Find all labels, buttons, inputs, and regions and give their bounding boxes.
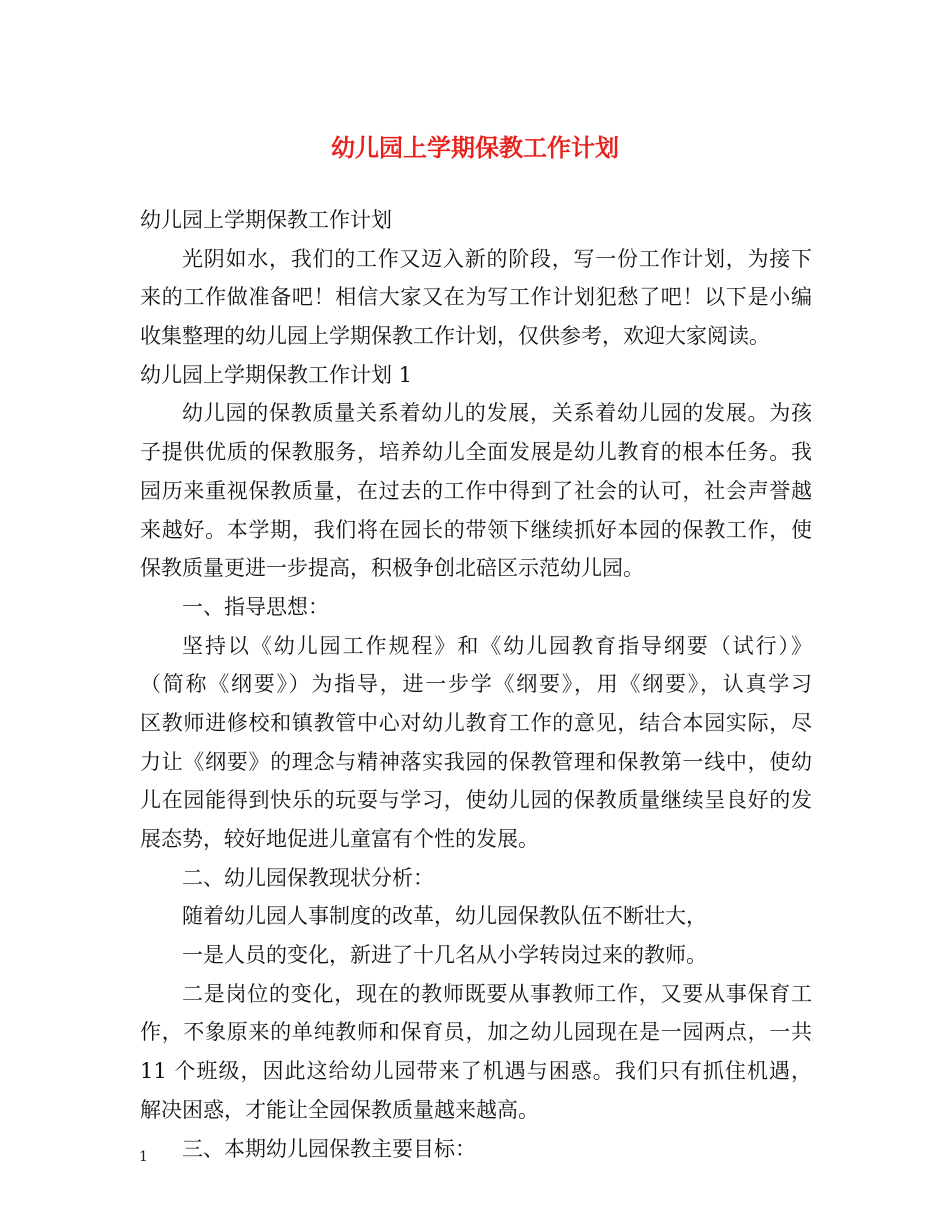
text-line: 来越好。本学期，我们将在园长的带领下继续抓好本园的保教工作，使 (140, 517, 812, 542)
text-line: 保教质量更进一步提高，积极争创北碚区示范幼儿园。 (140, 556, 644, 581)
document-body (140, 201, 812, 1168)
text-line: 随着幼儿园人事制度的改革，幼儿园保教队伍不断壮大， (182, 904, 707, 929)
page-number: 1 (139, 1149, 148, 1165)
text-line: 儿在园能得到快乐的玩耍与学习，使幼儿园的保教质量继续呈良好的发 (140, 788, 812, 813)
text-line: 幼儿园上学期保教工作计划 1 (140, 362, 413, 387)
text-line: 来的工作做准备吧！相信大家又在为写工作计划犯愁了吧！以下是小编 (140, 285, 812, 310)
text-line: 园历来重视保教质量，在过去的工作中得到了社会的认可，社会声誉越 (140, 478, 812, 503)
text-line: 收集整理的幼儿园上学期保教工作计划，仅供参考，欢迎大家阅读。 (140, 324, 770, 349)
text-line: 二是岗位的变化，现在的教师既要从事教师工作，又要从事保育工 (182, 981, 812, 1006)
text-line: 幼儿园上学期保教工作计划 (140, 208, 392, 232)
text-line: 解决困惑，才能让全园保教质量越来越高。 (140, 1097, 539, 1122)
text-line: 一是人员的变化，新进了十几名从小学转岗过来的教师。 (182, 943, 707, 968)
text-line: 二、幼儿园保教现状分析： (182, 865, 434, 890)
text-line: 11 个班级，因此这给幼儿园带来了机遇与困惑。我们只有抓住机遇， (140, 1059, 812, 1084)
text-line: 光阴如水，我们的工作又迈入新的阶段，写一份工作计划，为接下 (182, 246, 812, 271)
text-line: 区教师进修校和镇教管中心对幼儿教育工作的意见，结合本园实际，尽 (140, 710, 812, 735)
text-line: 幼儿园的保教质量关系着幼儿的发展，关系着幼儿园的发展。为孩 (182, 401, 812, 426)
text-line: 三、本期幼儿园保教主要目标： (182, 1136, 476, 1161)
document-title: 幼儿园上学期保教工作计划 (331, 133, 619, 162)
text-line: 一、指导思想： (182, 594, 329, 619)
text-line: 子提供优质的保教服务，培养幼儿全面发展是幼儿教育的根本任务。我 (140, 440, 812, 465)
text-line: 作，不象原来的单纯教师和保育员，加之幼儿园现在是一园两点，一共 (140, 1020, 812, 1045)
text-line: （简称《纲要》）为指导，进一步学《纲要》，用《纲要》，认真学习 (140, 672, 812, 697)
text-line: 展态势，较好地促进儿童富有个性的发展。 (140, 827, 539, 851)
text-line: 力让《纲要》的理念与精神落实我园的保教管理和保教第一线中，使幼 (140, 749, 812, 774)
text-line: 坚持以《幼儿园工作规程》和《幼儿园教育指导纲要（试行）》 (182, 633, 812, 658)
